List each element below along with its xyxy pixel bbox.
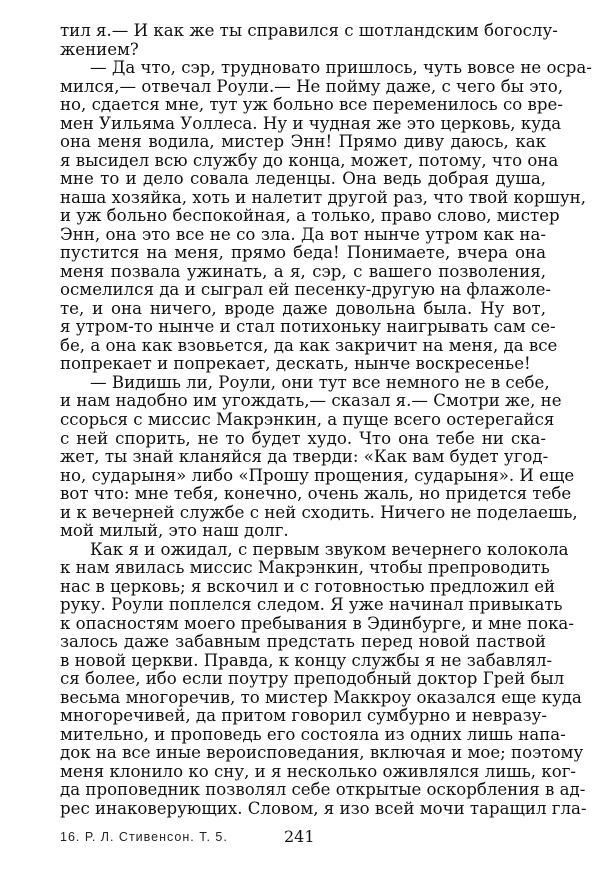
- text-line: меня позвала ужинать, а я, сэр, с вашего позволения,: [60, 261, 546, 281]
- text-line: рес инаковерующих. Словом, я изо всей мочи таращил гла-: [60, 799, 587, 818]
- text-line: и к вечерней службе с ней сходить. Ничего не поделаешь,: [60, 502, 578, 522]
- printer-signature: 16. Р. Л. Стивенсон. Т. 5.: [60, 830, 228, 844]
- text-line: Как я и ожидал, с первым звуком вечернего колокола: [90, 539, 569, 559]
- text-line: весьма многоречив, то мистер Маккроу оказался еще куда: [60, 687, 582, 707]
- text-line: те, и она ничего, вроде даже довольна была. Ну вот,: [60, 298, 546, 318]
- text-line: мился,— отвечал Роули.— Не пойму даже, с чего бы это,: [60, 76, 563, 96]
- text-line: мен Уильяма Уоллеса. Ну и чудная же это церковь, куда: [60, 113, 562, 133]
- text-line: мительно, и проповедь его состояла из одних лишь напа-: [60, 724, 566, 744]
- text-line: и уж больно беспокойная, а только, право слово, мистер: [60, 206, 560, 226]
- text-line: я утром-то нынче и стал потихоньку наигрывать сам се-: [60, 317, 556, 337]
- text-line: Энн, она это все не со зла. Да вот нынче утром как на-: [60, 224, 546, 244]
- text-line: наша хозяйка, хоть и налетит другой раз, что твой коршун,: [60, 187, 586, 207]
- text-line: нас в церковь; я вскочил и с готовностью предложил ей: [60, 576, 556, 596]
- text-line: жет, ты знай кланяйся да тверди: «Как вам будет угод-: [60, 447, 549, 467]
- text-line: осмелился да и сыграл ей песенку-другую на флажоле-: [60, 280, 552, 300]
- text-line: к нам явилась миссис Макрэнкин, чтобы препроводить: [60, 558, 550, 578]
- text-line: ссорься с миссис Макрэнкин, а пуще всего остерегайся: [60, 410, 555, 429]
- text-line: бе, а она как взовьется, да как закричит на меня, да все: [60, 335, 558, 355]
- text-line: с ней спорить, не то будет худо. Что она тебе ни ска-: [60, 428, 546, 448]
- text-line: попрекает и попрекает, дескать, нынче воскресенье!: [60, 354, 531, 374]
- text-line: док на все иные вероисповедания, включая и мое; поэтому: [60, 743, 584, 763]
- text-line: в новой церкви. Правда, к концу службы я не забавлял-: [60, 650, 553, 670]
- text-line: мне то и дело совала леденцы. Она ведь добрая душа,: [60, 169, 546, 189]
- text-line: тил я.— И как же ты справился с шотландским богослу-: [60, 21, 558, 40]
- page-number: 241: [284, 827, 315, 846]
- text-line: но, сдается мне, тут уж больно все переменилось со вре-: [60, 95, 563, 115]
- text-line: и нам надобно им угождать,— сказал я.— Смотри же, не: [60, 391, 562, 411]
- text-line: меня клонило ко сну, и я несколько оживлялся лишь, ког-: [60, 761, 577, 781]
- text-line: руку. Роули поплелся следом. Я уже начинал привыкать: [60, 595, 563, 615]
- text-line: но, сударыня» либо «Прошу прощения, сударыня». И еще: [60, 465, 575, 485]
- text-line: многоречивей, да притом говорил сумбурно и невразу-: [60, 706, 548, 726]
- text-line: залось даже забавным предстать перед новой паствой: [60, 632, 546, 652]
- text-line: пустится на меня, прямо беда! Понимаете, вчера она: [60, 243, 546, 263]
- text-line: — Видишь ли, Роули, они тут все немного не в себе,: [90, 372, 550, 392]
- text-line: к опасностям моего пребывания в Эдинбурге, и мне пока-: [60, 613, 574, 633]
- text-line: — Да что, сэр, трудновато пришлось, чуть вовсе не осра-: [90, 58, 592, 78]
- text-line: вот что: мне тебя, конечно, очень жаль, но придется тебе: [60, 484, 572, 504]
- text-line: жением?: [60, 39, 139, 59]
- text-line: ся более, ибо если поутру преподобный доктор Грей был: [60, 669, 565, 689]
- text-line: да проповедник позволял себе открытые оскорбления в ад-: [60, 780, 586, 800]
- text-line: она меня водила, мистер Энн! Прямо диву даюсь, как: [60, 132, 546, 152]
- text-line: мой милый, это наш долг.: [60, 521, 289, 541]
- text-line: я высидел всю службу до конца, может, потому, что она: [60, 150, 559, 170]
